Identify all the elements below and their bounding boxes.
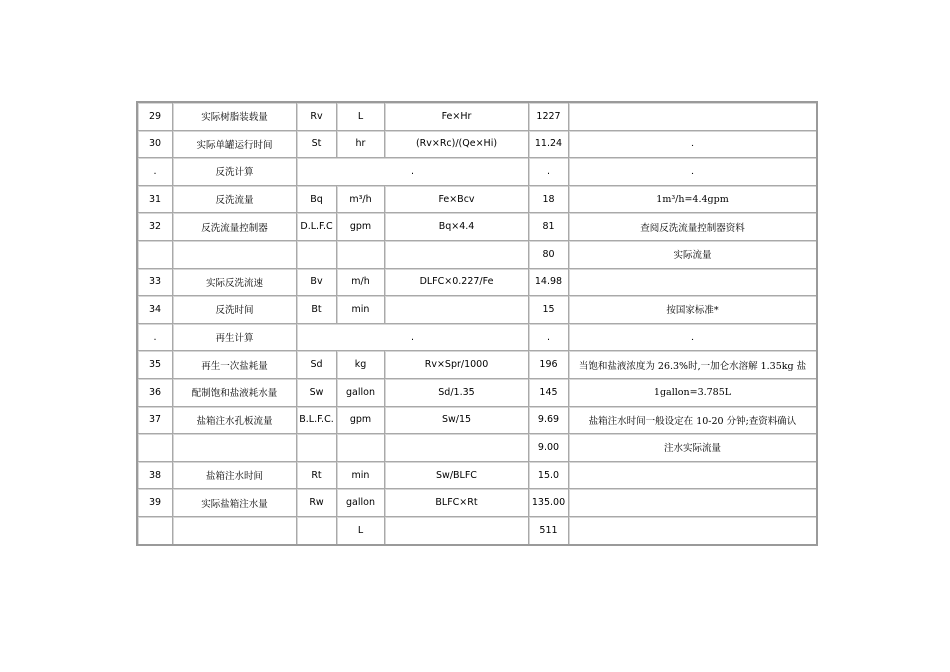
table-row	[138, 462, 816, 490]
note-cell: 1m³/h=4.4gpm	[569, 186, 816, 214]
value-cell: 9.00	[529, 434, 569, 462]
item-number-cell	[138, 434, 173, 462]
symbol-cell: Bt	[297, 296, 337, 324]
item-name-cell: 盐箱注水孔板流量	[173, 407, 297, 435]
unit-cell: gallon	[337, 489, 385, 517]
item-name-cell	[173, 517, 297, 544]
value-cell: 15.0	[529, 462, 569, 490]
table-row	[138, 269, 816, 297]
item-name-cell	[173, 434, 297, 462]
item-number-cell: 34	[138, 296, 173, 324]
note-cell	[569, 517, 816, 544]
calculation-table	[136, 101, 818, 546]
value-cell: 135.00	[529, 489, 569, 517]
formula-cell	[385, 241, 529, 269]
note-cell: 按国家标准*	[569, 296, 816, 324]
table-row	[138, 103, 816, 131]
value-cell: 15	[529, 296, 569, 324]
table-row	[138, 158, 816, 186]
item-number-cell: 29	[138, 103, 173, 131]
formula-cell: Fe×Hr	[385, 103, 529, 131]
note-cell: 1gallon=3.785L	[569, 379, 816, 407]
note-cell	[569, 103, 816, 131]
formula-cell: Sw/BLFC	[385, 462, 529, 490]
item-name-cell: 反洗计算	[173, 158, 297, 186]
unit-cell	[337, 241, 385, 269]
formula-cell	[385, 296, 529, 324]
unit-cell: kg	[337, 351, 385, 379]
item-number-cell: 35	[138, 351, 173, 379]
note-cell: 盐箱注水时间一般设定在 10-20 分钟;查资料确认	[569, 407, 816, 435]
symbol-cell: B.L.F.C.	[297, 407, 337, 435]
formula-cell: DLFC×0.227/Fe	[385, 269, 529, 297]
value-cell: .	[529, 324, 569, 352]
unit-cell: m/h	[337, 269, 385, 297]
symbol-cell: Sd	[297, 351, 337, 379]
value-cell: 9.69	[529, 407, 569, 435]
value-cell: 81	[529, 213, 569, 241]
table-body	[138, 103, 816, 544]
value-cell: 11.24	[529, 131, 569, 159]
value-cell: 196	[529, 351, 569, 379]
unit-cell: m³/h	[337, 186, 385, 214]
item-name-cell: 配制饱和盐液耗水量	[173, 379, 297, 407]
symbol-cell: Rt	[297, 462, 337, 490]
table-row	[138, 296, 816, 324]
item-number-cell: 38	[138, 462, 173, 490]
symbol-cell: D.L.F.C	[297, 213, 337, 241]
item-number-cell: .	[138, 158, 173, 186]
note-cell: 注水实际流量	[569, 434, 816, 462]
formula-cell	[385, 434, 529, 462]
table-row	[138, 213, 816, 241]
table-row	[138, 434, 816, 462]
table-row	[138, 407, 816, 435]
formula-cell: Fe×Bcv	[385, 186, 529, 214]
unit-cell: hr	[337, 131, 385, 159]
unit-cell: gpm	[337, 213, 385, 241]
item-number-cell: 30	[138, 131, 173, 159]
table-row	[138, 324, 816, 352]
formula-cell: BLFC×Rt	[385, 489, 529, 517]
formula-cell: Sd/1.35	[385, 379, 529, 407]
item-name-cell: 实际单罐运行时间	[173, 131, 297, 159]
value-cell: 145	[529, 379, 569, 407]
item-name-cell: 实际反洗流速	[173, 269, 297, 297]
formula-cell: Bq×4.4	[385, 213, 529, 241]
value-cell: 80	[529, 241, 569, 269]
section-merged-cell: .	[297, 324, 529, 352]
item-number-cell: 33	[138, 269, 173, 297]
section-merged-cell: .	[297, 158, 529, 186]
unit-cell	[337, 434, 385, 462]
formula-cell	[385, 517, 529, 544]
value-cell: .	[529, 158, 569, 186]
item-name-cell: 反洗流量控制器	[173, 213, 297, 241]
note-cell: 当饱和盐液浓度为 26.3%时,一加仑水溶解 1.35kg 盐	[569, 351, 816, 379]
formula-cell: Rv×Spr/1000	[385, 351, 529, 379]
item-name-cell: 实际盐箱注水量	[173, 489, 297, 517]
formula-cell: (Rv×Rc)/(Qe×Hi)	[385, 131, 529, 159]
table-row	[138, 241, 816, 269]
item-name-cell	[173, 241, 297, 269]
table-row	[138, 517, 816, 544]
note-cell	[569, 489, 816, 517]
symbol-cell	[297, 517, 337, 544]
unit-cell: gallon	[337, 379, 385, 407]
table-row	[138, 489, 816, 517]
symbol-cell: Bv	[297, 269, 337, 297]
symbol-cell: Rv	[297, 103, 337, 131]
note-cell	[569, 462, 816, 490]
note-cell: .	[569, 324, 816, 352]
unit-cell: gpm	[337, 407, 385, 435]
unit-cell: min	[337, 462, 385, 490]
item-number-cell: .	[138, 324, 173, 352]
item-name-cell: 再生一次盐耗量	[173, 351, 297, 379]
note-cell: 查阅反洗流量控制器资料	[569, 213, 816, 241]
symbol-cell: Rw	[297, 489, 337, 517]
item-number-cell	[138, 241, 173, 269]
symbol-cell	[297, 434, 337, 462]
unit-cell: min	[337, 296, 385, 324]
item-number-cell: 36	[138, 379, 173, 407]
item-name-cell: 反洗时间	[173, 296, 297, 324]
value-cell: 18	[529, 186, 569, 214]
symbol-cell: St	[297, 131, 337, 159]
item-name-cell: 反洗流量	[173, 186, 297, 214]
table-row	[138, 131, 816, 159]
item-number-cell: 32	[138, 213, 173, 241]
value-cell: 511	[529, 517, 569, 544]
item-number-cell: 31	[138, 186, 173, 214]
item-number-cell: 37	[138, 407, 173, 435]
item-name-cell: 实际树脂装载量	[173, 103, 297, 131]
unit-cell: L	[337, 103, 385, 131]
item-number-cell: 39	[138, 489, 173, 517]
formula-cell: Sw/15	[385, 407, 529, 435]
symbol-cell: Sw	[297, 379, 337, 407]
note-cell: .	[569, 131, 816, 159]
item-name-cell: 再生计算	[173, 324, 297, 352]
note-cell: 实际流量	[569, 241, 816, 269]
symbol-cell	[297, 241, 337, 269]
value-cell: 14.98	[529, 269, 569, 297]
table-row	[138, 379, 816, 407]
value-cell: 1227	[529, 103, 569, 131]
table-row	[138, 186, 816, 214]
symbol-cell: Bq	[297, 186, 337, 214]
note-cell: .	[569, 158, 816, 186]
note-cell	[569, 269, 816, 297]
item-name-cell: 盐箱注水时间	[173, 462, 297, 490]
unit-cell: L	[337, 517, 385, 544]
table-row	[138, 351, 816, 379]
item-number-cell	[138, 517, 173, 544]
